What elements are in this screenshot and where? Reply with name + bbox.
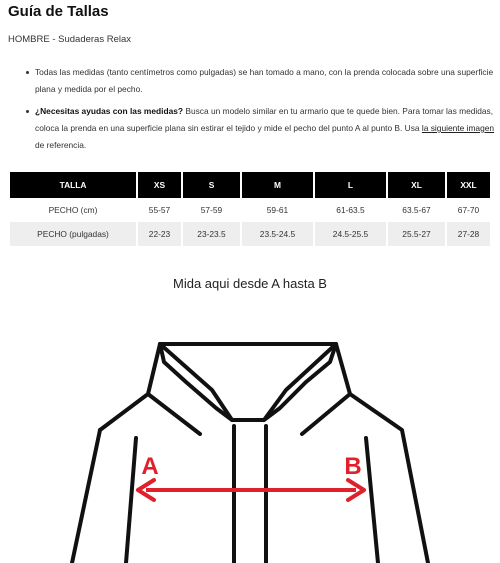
hoodie-measurement-figure <box>0 330 500 563</box>
row-label: PECHO (cm) <box>10 198 136 222</box>
column-header: TALLA <box>10 172 136 198</box>
table-cell: 59-61 <box>242 198 313 222</box>
reference-image-link[interactable]: la siguiente imagen <box>421 123 495 133</box>
column-header: XXL <box>447 172 490 198</box>
measurement-arrow <box>138 480 364 500</box>
right-sleeve-seam <box>366 438 378 563</box>
row-label: PECHO (pulgadas) <box>10 222 136 246</box>
page-title: Guía de Tallas <box>8 3 109 20</box>
measurement-notes <box>24 64 496 159</box>
point-b-label: B <box>344 453 362 480</box>
size-table <box>8 172 492 246</box>
table-cell: 22-23 <box>138 222 181 246</box>
table-cell: 27-28 <box>447 222 490 246</box>
left-sleeve-seam <box>126 438 136 563</box>
note-item <box>24 64 496 98</box>
table-cell: 57-59 <box>183 198 240 222</box>
column-header: M <box>242 172 313 198</box>
table-cell: 24.5-25.5 <box>315 222 386 246</box>
table-row <box>10 198 490 222</box>
point-a-label: A <box>141 453 159 480</box>
note-heading: ¿Necesitas ayudas con las medidas? <box>35 106 184 116</box>
column-header: XS <box>138 172 181 198</box>
table-cell: 23.5-24.5 <box>242 222 313 246</box>
figure-caption: Mida aqui desde A hasta B <box>173 276 327 291</box>
note-text: Busca un modelo similar en tu armario que te quede bien. Para tomar las medidas, coloca la prenda en una superficie plana sin estirar el tejido y mide el pecho del punto A al punto B. Usa <box>35 106 494 133</box>
table-cell: 23-23.5 <box>183 222 240 246</box>
table-header-row <box>10 172 490 198</box>
table-cell: 63.5-67 <box>388 198 445 222</box>
column-header: S <box>183 172 240 198</box>
note-item <box>24 103 496 154</box>
hoodie-left-side <box>72 430 100 563</box>
table-cell: 55-57 <box>138 198 181 222</box>
page-subtitle: HOMBRE - Sudaderas Relax <box>8 34 132 45</box>
table-cell: 67-70 <box>447 198 490 222</box>
table-row <box>10 222 490 246</box>
table-cell: 61-63.5 <box>315 198 386 222</box>
column-header: XL <box>388 172 445 198</box>
column-header: L <box>315 172 386 198</box>
table-cell: 25.5-27 <box>388 222 445 246</box>
hood-edge-left <box>148 394 200 434</box>
hood-edge-right <box>302 394 350 434</box>
note-text-end: de referencia. <box>35 140 87 150</box>
note-text: Todas las medidas (tanto centímetros como pulgadas) se han tomado a mano, con la prenda colocada sobre una superficie plana y medida por el pecho. <box>35 67 494 94</box>
